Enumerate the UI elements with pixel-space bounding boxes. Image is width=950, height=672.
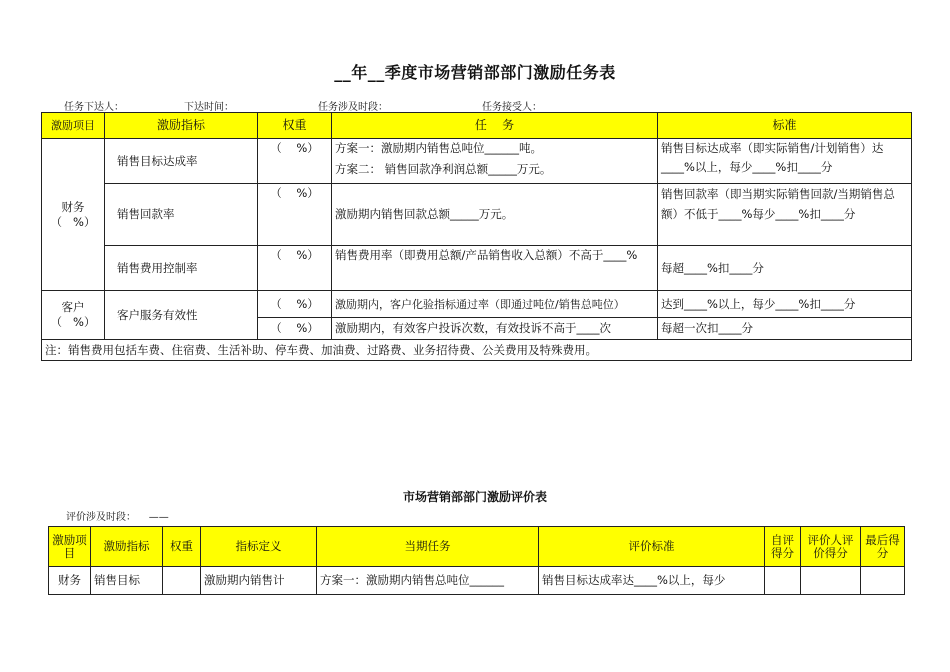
page-title: __年__季度市场营销部部门激励任务表	[334, 63, 616, 82]
header-indicator: 激励指标	[105, 113, 258, 139]
weight-collection-rate: （ %）	[258, 184, 332, 246]
incentive-task-table	[41, 112, 912, 361]
standard-collection-rate: 销售回款率（即当期实际销售回款/当期销售总额）不低于____%每少____%扣____分	[658, 184, 912, 246]
task-collection-rate: 激励期内销售回款总额_____万元。	[332, 184, 658, 246]
finance-cell	[42, 139, 105, 291]
standard-customer-complaint: 每超一次扣____分	[658, 318, 912, 340]
evaluation-period: 评价涉及时段： ——	[66, 512, 169, 523]
header-task: 任 务	[332, 113, 658, 139]
header-standard: 标准	[658, 113, 912, 139]
standard-sales-target: 销售目标达成率（即实际销售/计划销售）达____%以上，每少____%扣____分	[658, 139, 912, 184]
evaluation-table	[48, 526, 905, 595]
eval-row-item: 财务	[49, 567, 91, 595]
task-sales-target	[332, 139, 658, 184]
issuer-label: 任务下达人：	[64, 102, 124, 113]
indicator-customer-service: 客户服务有效性	[105, 291, 258, 340]
eval-header-reviewer-score: 评价人评价得分	[801, 527, 861, 567]
finance-label: 财务	[61, 199, 85, 214]
indicator-collection-rate: 销售回款率	[105, 184, 258, 246]
indicator-expense-control: 销售费用控制率	[105, 246, 258, 291]
eval-header-criteria: 评价标准	[539, 527, 765, 567]
task-plan-a: 方案一：激励期内销售总吨位______吨。	[335, 141, 542, 155]
eval-row-self-score	[765, 567, 801, 595]
customer-pct: （ %）	[50, 315, 96, 329]
eval-header-task: 当期任务	[317, 527, 539, 567]
weight-sales-target: （ %）	[258, 139, 332, 184]
standard-customer-pass: 达到____%以上，每少____%扣____分	[658, 291, 912, 318]
eval-row-weight	[163, 567, 201, 595]
task-plan-b: 方案二： 销售回款净利润总额_____万元。	[335, 162, 552, 176]
task-customer-complaint: 激励期内，有效客户投诉次数，有效投诉不高于____次	[332, 318, 658, 340]
customer-label: 客户	[61, 300, 85, 314]
eval-row-final-score	[861, 567, 905, 595]
weight-expense-control: （ %）	[258, 246, 332, 291]
weight-customer-complaint: （ %）	[258, 318, 332, 340]
eval-row-task: 方案一：激励期内销售总吨位______	[317, 567, 539, 595]
header-item: 激励项目	[42, 113, 105, 139]
eval-row-indicator: 销售目标	[91, 567, 163, 595]
eval-header-definition: 指标定义	[201, 527, 317, 567]
eval-header-item: 激励项目	[49, 527, 91, 567]
eval-row-criteria: 销售目标达成率达____%以上，每少	[539, 567, 765, 595]
evaluation-title: 市场营销部部门激励评价表	[402, 490, 547, 504]
standard-expense-control: 每超____%扣____分	[658, 246, 912, 291]
eval-header-weight: 权重	[163, 527, 201, 567]
header-weight: 权重	[258, 113, 332, 139]
task-customer-pass: 激励期内，客户化验指标通过率（即通过吨位/销售总吨位）	[332, 291, 658, 318]
issue-time-label: 下达时间：	[184, 102, 234, 113]
eval-header-self-score: 自评得分	[765, 527, 801, 567]
customer-cell	[42, 291, 105, 340]
finance-pct: （ %）	[50, 214, 96, 229]
period-label: 任务涉及时段：	[318, 102, 388, 113]
indicator-sales-target: 销售目标达成率	[105, 139, 258, 184]
receiver-label: 任务接受人：	[482, 102, 542, 113]
eval-row-definition: 激励期内销售计	[201, 567, 317, 595]
task-expense-control: 销售费用率（即费用总额/产品销售收入总额）不高于____%	[332, 246, 658, 291]
eval-header-final-score: 最后得分	[861, 527, 905, 567]
note-text: 注：销售费用包括车费、住宿费、生活补助、停车费、加油费、过路费、业务招待费、公关费用及特殊费用。	[42, 340, 912, 361]
eval-header-indicator: 激励指标	[91, 527, 163, 567]
eval-row-reviewer-score	[801, 567, 861, 595]
weight-customer-pass: （ %）	[258, 291, 332, 318]
